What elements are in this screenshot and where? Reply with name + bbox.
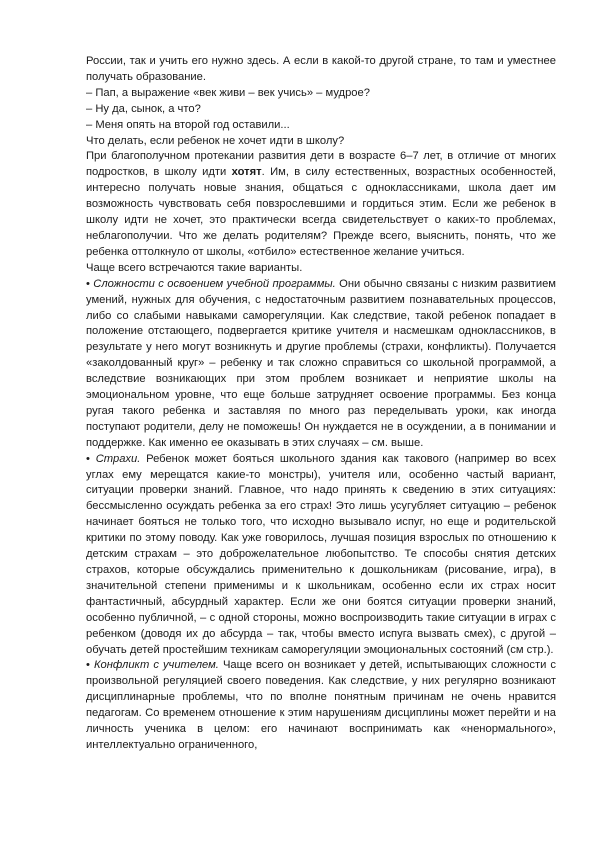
paragraph-text: . Им, в силу естественных, возрастных особенностей, интересно получать новые знания, общаться с одноклассниками, школа дает им возможность чувствовать себя повзрослевшими и гордиться этим. Если же ребенок в школу идти не хочет, это практически всегда свидетельствует о каких-то проблемах, неблагополучии. Что же делать родителям? Прежде всего, выяснить, понять, что же ребенка оттолкнуло от школы, «отбило» естественное желание учиться.	[86, 166, 556, 258]
document-body	[86, 54, 556, 754]
bullet: •	[86, 659, 94, 672]
bullet: •	[86, 277, 94, 290]
list-item-body: Чаще всего он возникает у детей, испытывающих сложности с произвольной регуляцией своего поведения. Как следствие, у них регулярно возникают дисциплинарные проблемы, что по вполне понятным причинам не очень нравится педагогам. Со временем отношение к этим нарушениям дисциплины может перейти и на личность ученика в целом: его начинают воспринимать как «ненормального», интеллектуально ограниченного,	[86, 659, 556, 751]
list-item	[86, 658, 556, 753]
variants-intro: Чаще всего встречаются такие варианты.	[86, 261, 303, 274]
section-question: Что делать, если ребенок не хочет идти в школу?	[86, 134, 345, 147]
paragraph-text: При благополучном протекании развития дети в возрасте 6–7 лет, в отличие от многих подростков, в школу идти	[86, 150, 556, 179]
list-item-body: Они обычно связаны с низким развитием умений, нужных для обучения, с недостаточным развитием познавательных процессов, либо со слабыми навыками саморегуляции. Как следствие, такой ребенок попадает в положение отстающего, подвергается критике учителя и насмешкам одноклассников, в результате у него могут возникнуть и другие проблемы (страхи, конфликты). Получается «заколдованный круг» – ребенку и так сложно справиться со школьной программой, а вследствие возникающих при этом проблем возникает и неприятие школы на эмоциональном уровне, что еще больше затрудняет освоение программы. Без конца ругая такого ребенка и заставляя по много раз переделывать уроки, как иногда поступают родители, делу не поможешь! Он нуждается не в осуждении, а в понимании и поддержке. Как именно ее оказывать в этих случаях – см. выше.	[86, 277, 556, 449]
list-item-title: Конфликт с учителем.	[93, 659, 219, 672]
list-item-title: Страхи.	[95, 452, 141, 465]
bullet: •	[86, 452, 96, 465]
dialog-line: – Меня опять на второй год оставили...	[86, 118, 290, 131]
intro-paragraph: России, так и учить его нужно здесь. А если в какой-то другой стране, то там и уместнее получать образование.	[86, 55, 556, 83]
list-item-body: Ребенок может бояться школьного здания как такового (например во всех углах ему мерещатся какие-то монстры), учителя или, особенно частый вариант, ситуации проверки знаний. Главное, что надо принять к сведению в этих ситуациях: бессмысленно осуждать ребенка за его страх! Это лишь усугубляет ситуацию – ребенок начинает бояться не только того, что исходно вызывало испуг, но еще и родительской критики по этому поводу. Как уже говорилось, лучшая позиция взрослых по отношению к детским страхам – это доброжелательное любопытство. Те способы снятия детских страхов, которые обсуждались применительно к дошкольникам (рисование, игра), в значительной степени применимы и к школьникам, особенно если их страх носит фантастичный, абсурдный характер. Если же они боятся ситуации проверки знаний, особенно публичной, – с одной стороны, можно воспроизводить такие ситуации в играх с ребенком (доводя их до абсурда – так, чтобы вместо испуга вызвать смех), с другой – обучать детей простейшим техникам саморегуляции эмоциональных состояний (см стр.).	[86, 452, 557, 656]
list-item-title: Сложности с освоением учебной программы.	[93, 277, 336, 290]
dialog-line: – Пап, а выражение «век живи – век учись» – мудрое?	[86, 86, 370, 99]
paragraph-motivation	[86, 149, 556, 260]
emphasis-bold: хотят	[231, 166, 262, 179]
list-item	[86, 277, 556, 452]
dialog-line: – Ну да, сынок, а что?	[86, 102, 201, 115]
list-item	[86, 452, 556, 659]
